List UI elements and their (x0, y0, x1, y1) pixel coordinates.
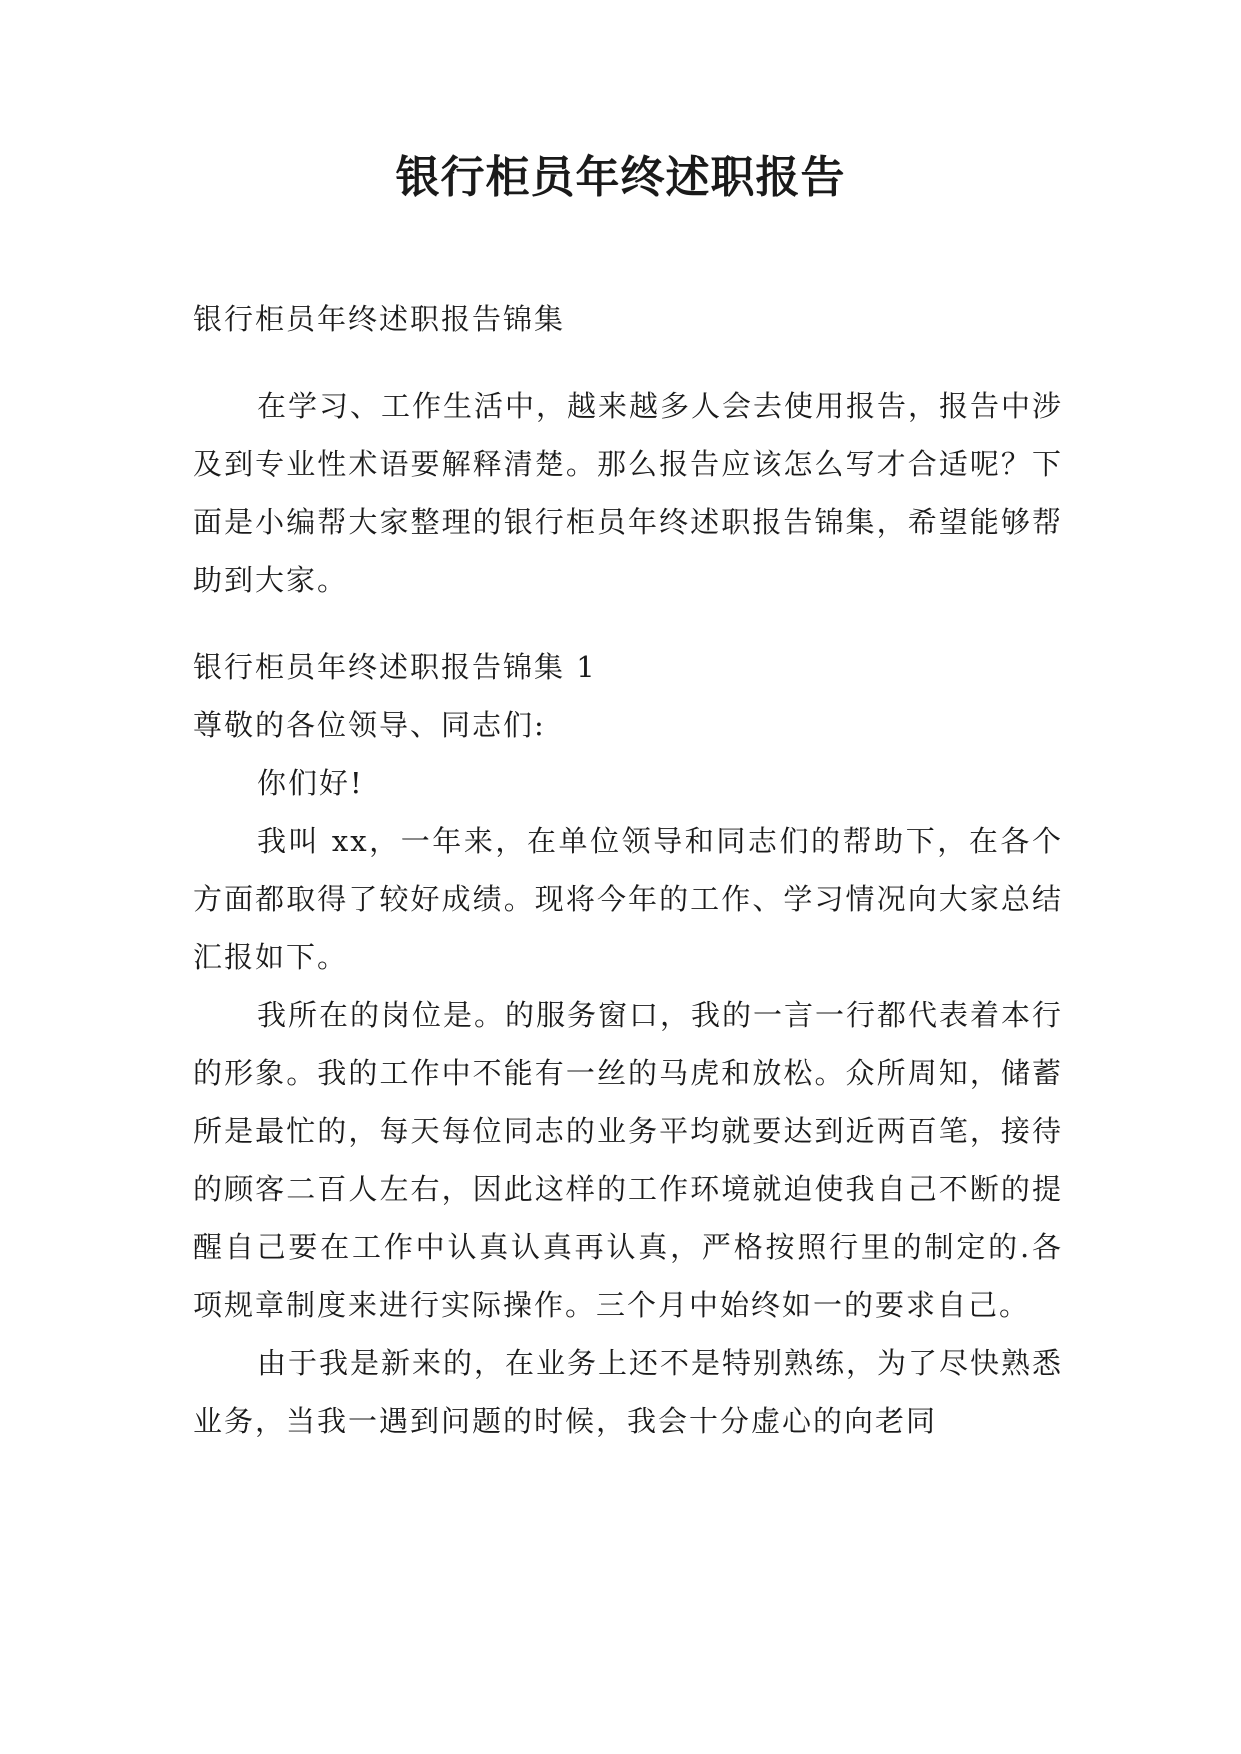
body-paragraph: 我所在的岗位是。的服务窗口，我的一言一行都代表着本行的形象。我的工作中不能有一丝的马虎和放松。众所周知，储蓄所是最忙的，每天每位同志的业务平均就要达到近两百笔，接待的顾客二百人左右，因此这样的工作环境就迫使我自己不断的提醒自己要在工作中认真认真再认真，严格按照行里的制定的.各项规章制度来进行实际操作。三个月中始终如一的要求自己。 (193, 998, 1064, 1322)
document-body (193, 290, 1063, 1450)
body-paragraph: 我叫 xx，一年来，在单位领导和同志们的帮助下，在各个方面都取得了较好成绩。现将今年的工作、学习情况向大家总结汇报如下。 (193, 824, 1063, 974)
document-title: 银行柜员年终述职报告 (395, 152, 846, 203)
salutation-paragraph: 尊敬的各位领导、同志们: (193, 708, 546, 742)
section-heading: 银行柜员年终述职报告锦集 1 (193, 650, 597, 684)
greeting-paragraph: 你们好! (257, 766, 364, 800)
intro-paragraph: 在学习、工作生活中，越来越多人会去使用报告，报告中涉及到专业性术语要解释清楚。那么报告应该怎么写才合适呢？下面是小编帮大家整理的银行柜员年终述职报告锦集，希望能够帮助到大家。 (193, 389, 1064, 597)
subtitle-paragraph: 银行柜员年终述职报告锦集 (193, 302, 566, 336)
body-paragraph: 由于我是新来的，在业务上还不是特别熟练，为了尽快熟悉业务，当我一遇到问题的时候，我会十分虚心的向老同 (193, 1346, 1064, 1438)
